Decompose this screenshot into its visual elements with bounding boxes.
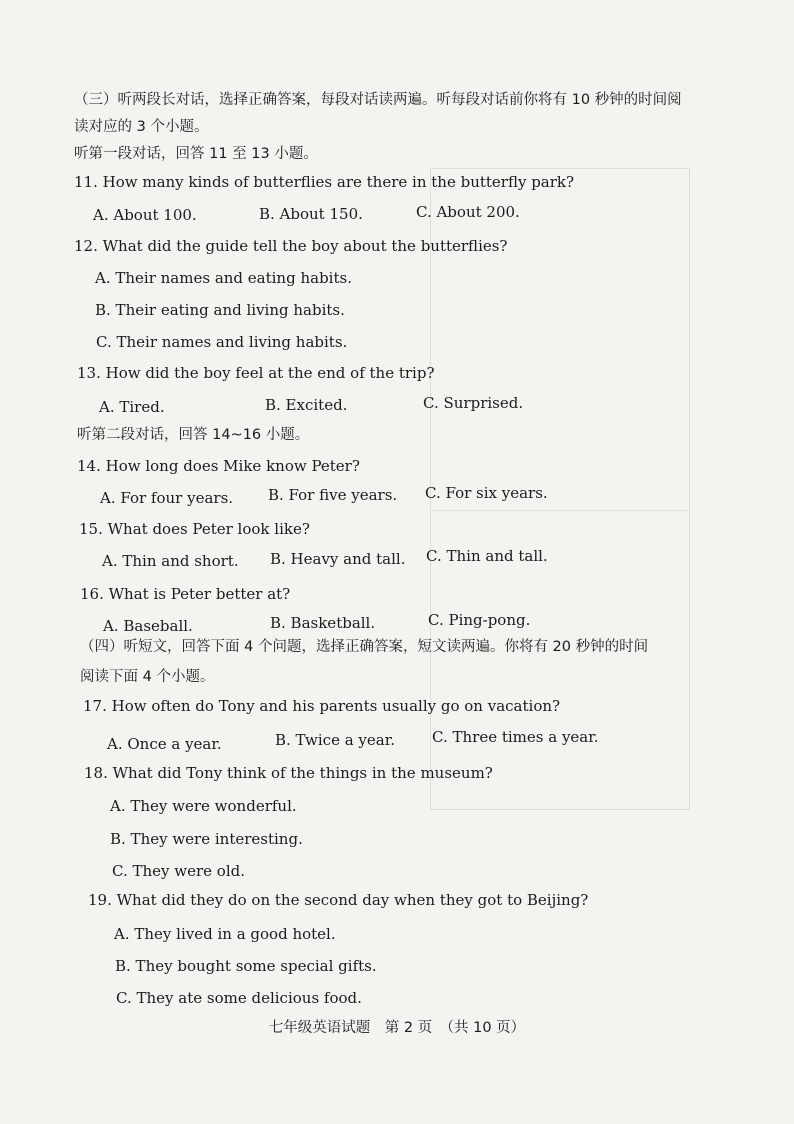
question-14-option-c: C. For six years. — [425, 484, 548, 502]
section3-intro-line2: 读对应的 3 个小题。 — [74, 119, 209, 135]
question-16-option-a: A. Baseball. — [103, 617, 193, 635]
question-15-option-c: C. Thin and tall. — [426, 547, 548, 565]
question-15-option-b: B. Heavy and tall. — [270, 550, 406, 568]
question-19-stem: 19. What did they do on the second day when they got to Beijing? — [88, 891, 589, 909]
question-14-option-b: B. For five years. — [268, 486, 398, 504]
question-12-option-c: C. Their names and living habits. — [96, 333, 348, 351]
dialog1-intro: 听第一段对话，回答 11 至 13 小题。 — [74, 146, 318, 162]
question-18-stem: 18. What did Tony think of the things in the museum? — [84, 764, 493, 782]
question-11-option-b: B. About 150. — [259, 205, 363, 223]
question-17-stem: 17. How often do Tony and his parents usually go on vacation? — [83, 697, 561, 715]
question-11-stem: 11. How many kinds of butterflies are there in the butterfly park? — [74, 173, 575, 191]
question-16-option-b: B. Basketball. — [270, 614, 376, 632]
question-12-stem: 12. What did the guide tell the boy about the butterflies? — [74, 237, 508, 255]
question-17-option-c: C. Three times a year. — [432, 728, 599, 746]
question-12-option-a: A. Their names and eating habits. — [95, 269, 352, 287]
question-13-option-b: B. Excited. — [265, 396, 348, 414]
question-16-option-c: C. Ping-pong. — [428, 611, 531, 629]
dialog2-intro: 听第二段对话，回答 14~16 小题。 — [77, 427, 310, 443]
question-14-stem: 14. How long does Mike know Peter? — [77, 457, 360, 475]
page-footer: 七年级英语试题 第 2 页 （共 10 页） — [268, 1020, 526, 1036]
section4-intro-line2: 阅读下面 4 个小题。 — [80, 669, 215, 685]
question-17-option-a: A. Once a year. — [107, 735, 222, 753]
question-19-option-a: A. They lived in a good hotel. — [114, 925, 336, 943]
question-18-option-b: B. They were interesting. — [110, 830, 303, 848]
question-14-option-a: A. For four years. — [100, 489, 234, 507]
question-13-stem: 13. How did the boy feel at the end of the trip? — [77, 364, 435, 382]
question-19-option-b: B. They bought some special gifts. — [115, 957, 377, 975]
question-11-option-c: C. About 200. — [416, 203, 520, 221]
question-17-option-b: B. Twice a year. — [275, 731, 396, 749]
question-12-option-b: B. Their eating and living habits. — [95, 301, 345, 319]
section3-intro-line1: （三）听两段长对话，选择正确答案，每段对话读两遍。听每段对话前你将有 10 秒钟的时间阅 — [74, 92, 682, 108]
question-11-option-a: A. About 100. — [93, 206, 197, 224]
section4-intro-line1: （四）听短文，回答下面 4 个问题，选择正确答案，短文读两遍。你将有 20 秒钟的时间 — [80, 639, 649, 655]
question-13-option-a: A. Tired. — [99, 398, 165, 416]
question-18-option-c: C. They were old. — [112, 862, 245, 880]
bleed-through-divider — [430, 510, 688, 511]
question-19-option-c: C. They ate some delicious food. — [116, 989, 362, 1007]
question-16-stem: 16. What is Peter better at? — [80, 585, 291, 603]
question-13-option-c: C. Surprised. — [423, 394, 524, 412]
question-15-option-a: A. Thin and short. — [102, 552, 239, 570]
question-15-stem: 15. What does Peter look like? — [79, 520, 310, 538]
question-18-option-a: A. They were wonderful. — [110, 797, 297, 815]
